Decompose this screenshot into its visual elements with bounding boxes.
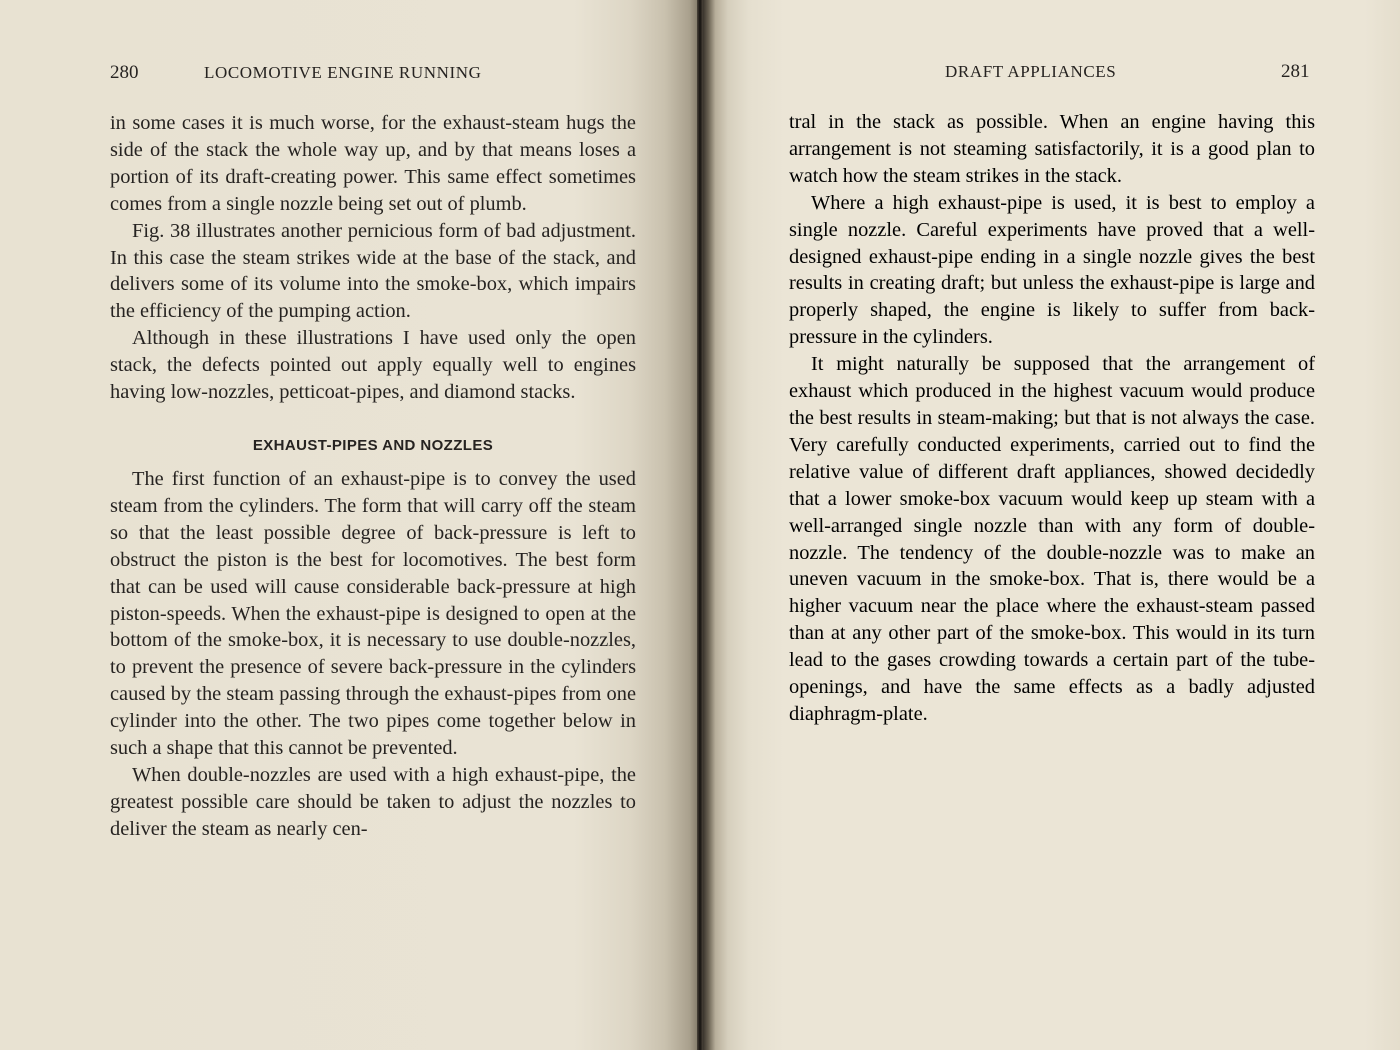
left-page-number: 280 xyxy=(110,62,139,83)
book-gutter xyxy=(697,0,703,1050)
paragraph: Although in these illustrations I have used only the open stack, the defects pointed out apply equally well to engines having low-nozzles, petticoat-pipes, and diamond stacks. xyxy=(110,327,636,404)
left-text-block xyxy=(110,110,636,843)
paragraph: Fig. 38 illustrates another pernicious form of bad adjustment. In this case the steam strikes wide at the base of the stack, and delivers some of its volume into the smoke-box, which impairs the efficiency of the pumping action. xyxy=(110,219,636,323)
paragraph: in some cases it is much worse, for the exhaust-steam hugs the side of the stack the whole way up, and by that means loses a portion of its draft-creating power. This same effect sometimes comes from a single nozzle being set out of plumb. xyxy=(110,112,636,215)
left-running-title: LOCOMOTIVE ENGINE RUNNING xyxy=(204,63,482,82)
paragraph: It might naturally be supposed that the arrangement of exhaust which produced in the highest vacuum would produce the best results in steam-making; but that is not always the case. Very carefully conducted experiments, carried out to find the relative value of different draft appliances, showed decidedly that a lower smoke-box vacuum would keep up steam with a well-arranged single nozzle than with any form of double-nozzle. The tendency of the double-nozzle was to make an uneven vacuum in the smoke-box. That is, there would be a higher vacuum near the place where the exhaust-steam passed than at any other part of the smoke-box. This would in its turn lead to the gases crowding towards a certain part of the tube-openings, and have the same effects as a badly adjusted diaphragm-plate. xyxy=(789,353,1315,725)
paragraph: When double-nozzles are used with a high exhaust-pipe, the greatest possible care should be taken to adjust the nozzles to deliver the steam as nearly cen- xyxy=(110,763,636,840)
right-text-block xyxy=(789,109,1315,728)
left-running-head xyxy=(110,62,636,84)
section-heading: EXHAUST-PIPES AND NOZZLES xyxy=(252,436,494,454)
right-page-number: 281 xyxy=(1281,61,1310,82)
right-running-title: DRAFT APPLIANCES xyxy=(945,62,1117,81)
paragraph: tral in the stack as possible. When an engine having this arrangement is not steaming satisfactorily, it is a good plan to watch how the steam strikes in the stack. xyxy=(789,111,1315,187)
paragraph: Where a high exhaust-pipe is used, it is best to employ a single nozzle. Careful experiments have proved that a well-designed exhaust-pipe ending in a single nozzle gives the best results in creating draft; but unless the exhaust-pipe is large and properly shaped, the engine is likely to suffer from back-pressure in the cylinders. xyxy=(789,191,1315,349)
paragraph: The first function of an exhaust-pipe is to convey the used steam from the cylinders. The form that will carry off the steam so that the least possible degree of back-pressure is left to obstruct the piston is the best for locomotives. The best form that can be used will cause considerable back-pressure at high piston-speeds. When the exhaust-pipe is designed to open at the bottom of the smoke-box, it is necessary to use double-nozzles, to prevent the presence of severe back-pressure in the cylinders caused by the steam passing through the exhaust-pipes from one cylinder into the other. The two pipes come together below in such a shape that this cannot be prevented. xyxy=(110,467,636,760)
